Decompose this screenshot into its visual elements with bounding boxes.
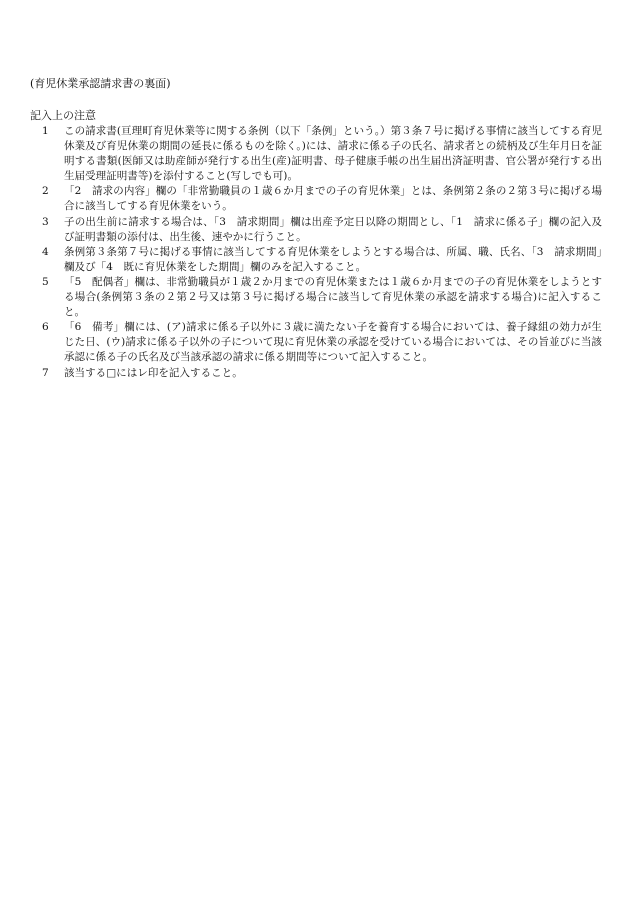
note-number: 1 xyxy=(42,125,49,137)
note-item-2 xyxy=(30,184,602,214)
note-text: 「5 配偶者」欄は、非常勤職員が１歳２か月までの育児休業または１歳６か月までの子の育児休業をしようとする場合(条例第３条の２第２号又は第３号に掲げる場合に該当して育児休業の承認を請求する場合)に記入すること。 xyxy=(64,275,602,319)
notes-list xyxy=(30,124,602,381)
note-number: 6 xyxy=(42,321,49,334)
note-item-6 xyxy=(30,320,602,365)
note-item-4 xyxy=(30,245,602,275)
note-item-7 xyxy=(30,366,602,381)
note-text: 子の出生前に請求する場合は、「3 請求期間」欄は出産予定日以降の期間とし、「1 請求に係る子」欄の記入及び証明書類の添付は、出生後、速やかに行うこと。 xyxy=(64,215,602,243)
notes-heading: 記入上の注意 xyxy=(30,109,96,122)
note-number: 4 xyxy=(42,245,49,258)
note-item-3 xyxy=(30,215,602,245)
note-text: 条例第３条第７号に掲げる事情に該当してする育児休業をしようとする場合は、所属、職、氏名、「3 請求期間」欄及び「4 既に育児休業をした期間」欄のみを記入すること。 xyxy=(64,245,602,273)
document-title: (育児休業承認請求書の裏面) xyxy=(30,77,171,90)
note-text: この請求書(亘理町育児休業等に関する条例（以下「条例」という。）第３条７号に掲げる事情に該当してする育児休業及び育児休業の期間の延長に係るものを除く。)には、請求に係る子の氏名、請求者との続柄及び生年月日を証明する書類(医師又は助産師が発行する出生(産)証明書、母子健康手帳の出生届出済証明書、官公署が発行する出生届受理証明書等)を添付すること(写しでも可)。 xyxy=(64,125,602,183)
note-number: 2 xyxy=(42,185,49,198)
note-item-5 xyxy=(30,275,602,320)
note-text: 「6 備考」欄には、(ア)請求に係る子以外に３歳に満たない子を養育する場合においては、養子縁組の効力が生じた日、(ウ)請求に係る子以外の子について現に育児休業の承認を受けている場合においては、その旨並びに当該承認に係る子の氏名及び当該承認の請求に係る期間等について記入すること。 xyxy=(64,321,602,364)
note-item-1 xyxy=(30,124,602,184)
note-number: 5 xyxy=(42,275,49,288)
note-number: 7 xyxy=(42,366,49,379)
note-number: 3 xyxy=(42,215,49,228)
note-text: 「2 請求の内容」欄の「非常勤職員の１歳６か月までの子の育児休業」とは、条例第２条の２第３号に掲げる場合に該当してする育児休業をいう。 xyxy=(64,185,602,213)
note-text: 該当する□にはレ印を記入すること。 xyxy=(64,366,243,379)
